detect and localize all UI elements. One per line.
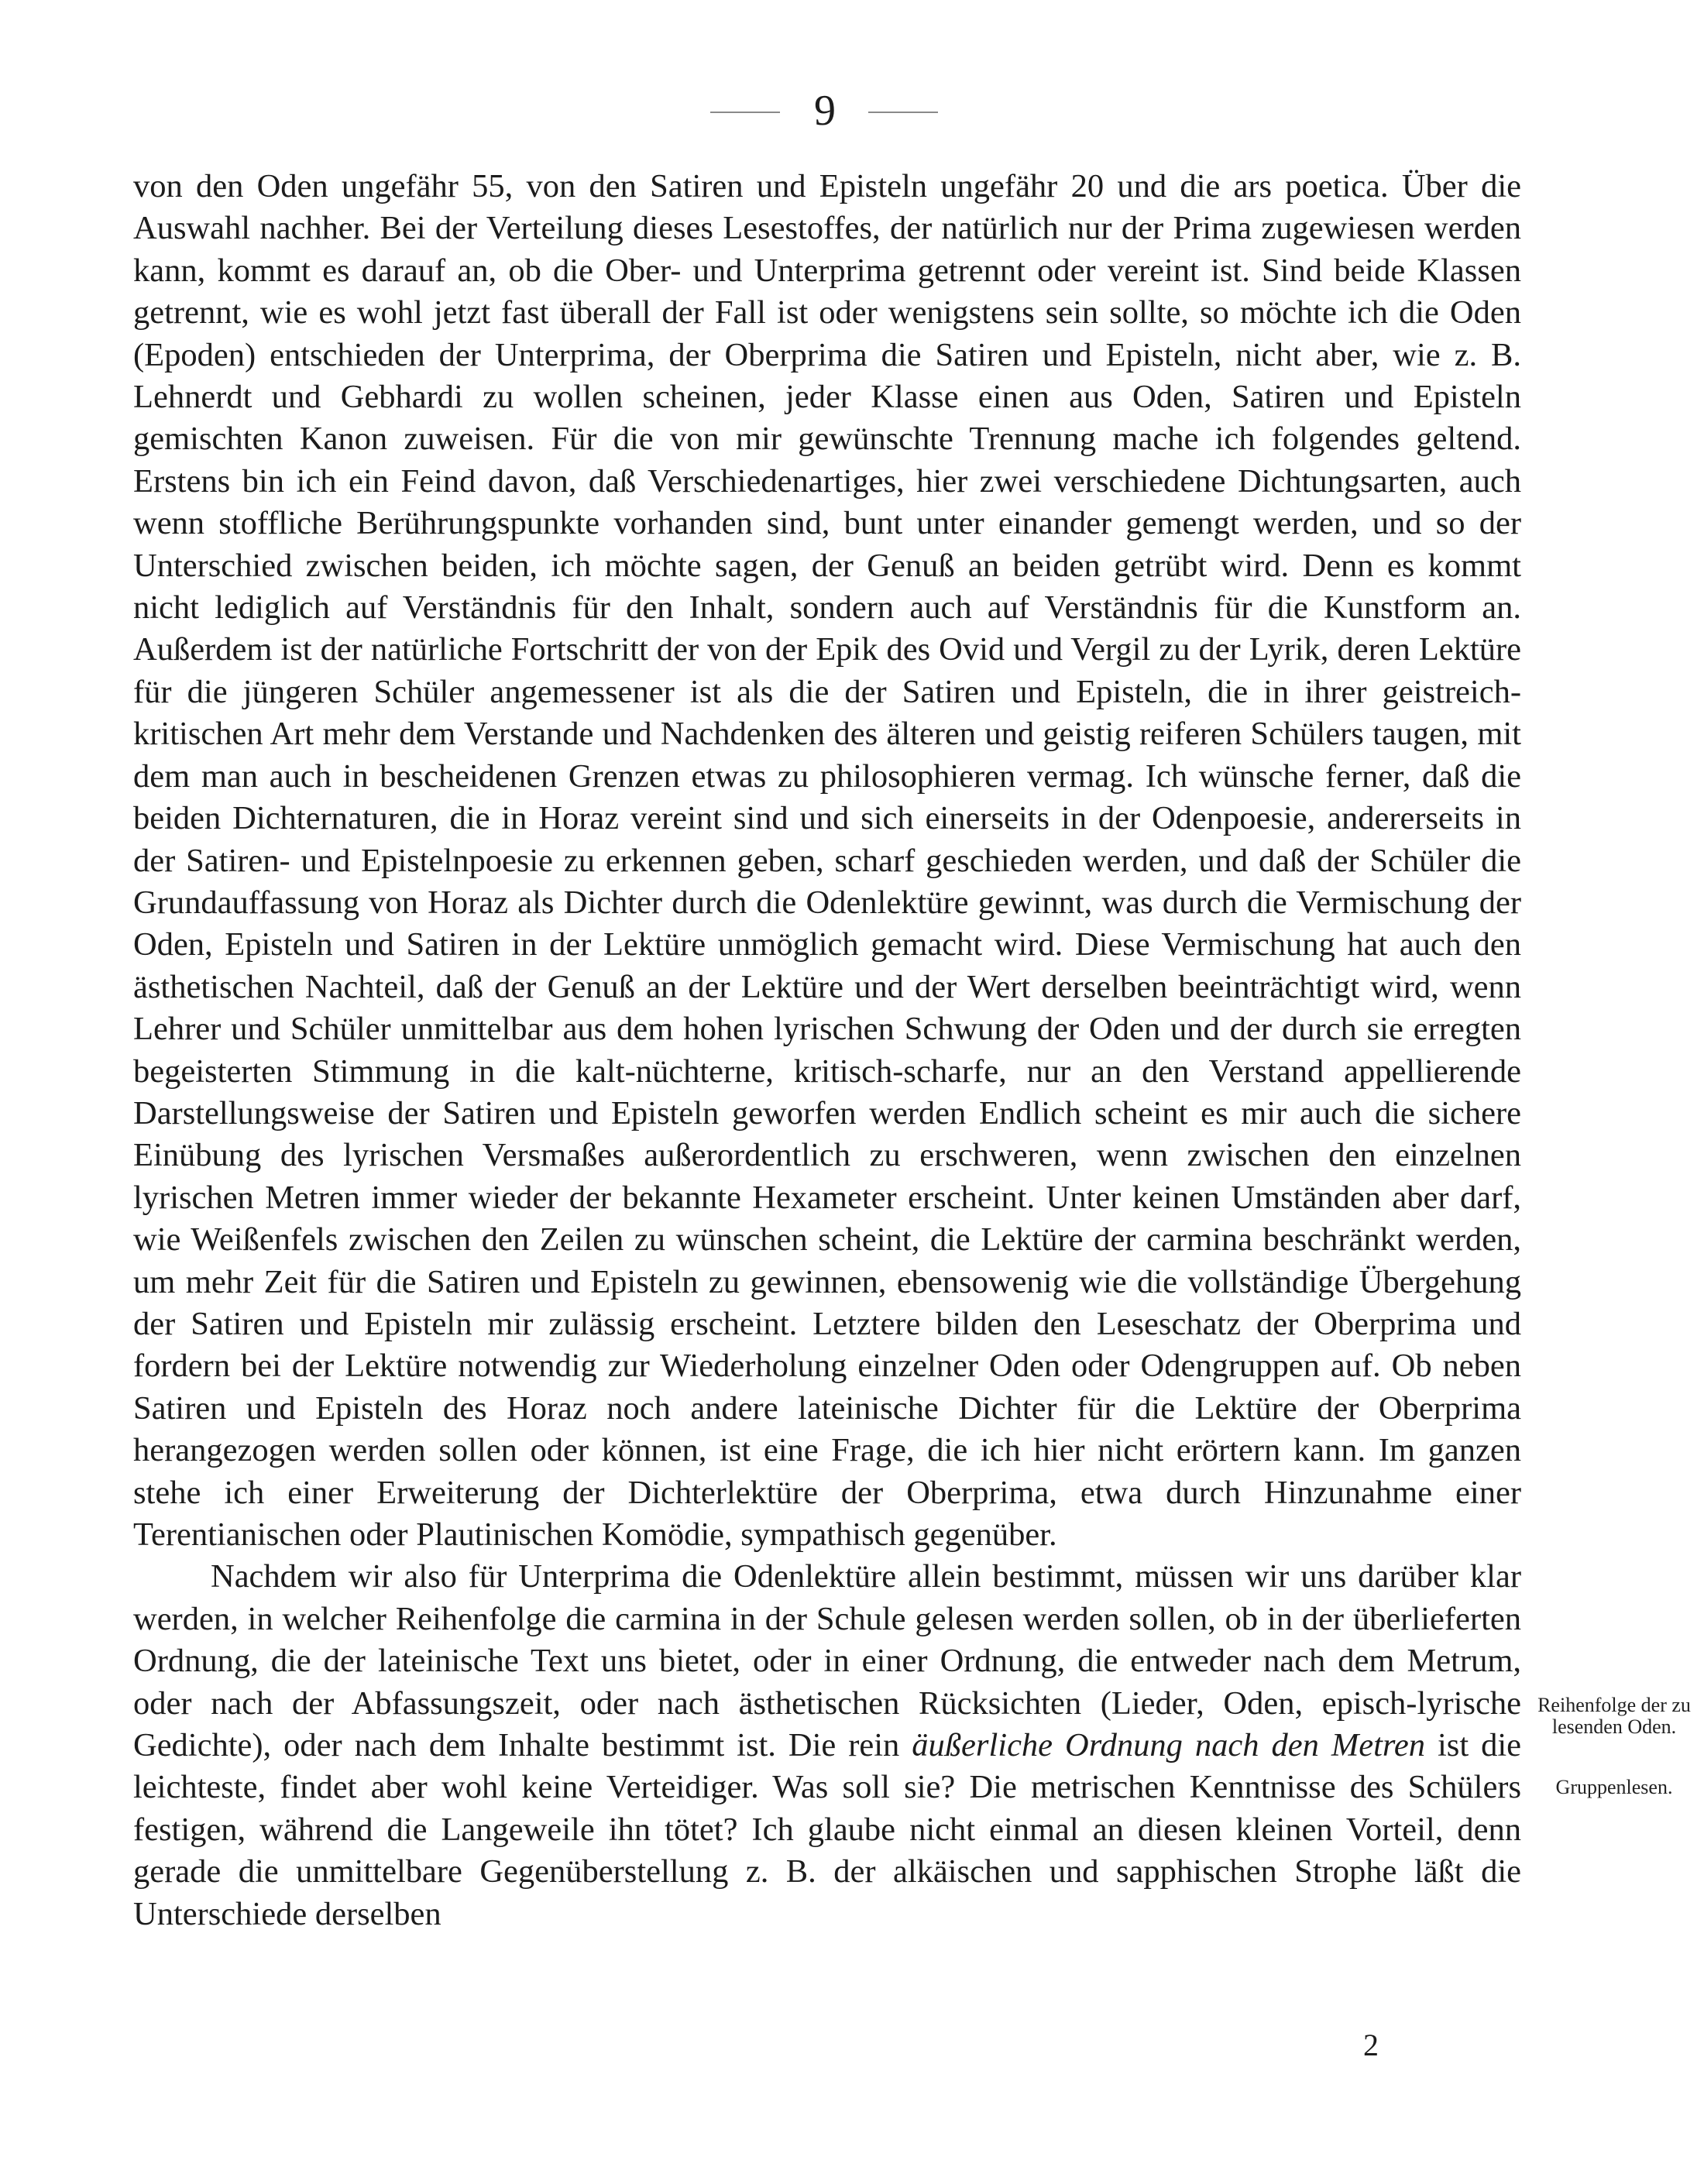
page-number: 9 (814, 87, 836, 135)
paragraph-2-end: ist die leichteste, findet aber wohl keine Verteidiger. Was soll sie? Die metrischen Kenntnisse des Schülers festigen, während die Langeweile ihn tötet? Ich glaube nicht einmal an diesen kleinen Vorteil, denn gerade die unmittelbare Gegenüberstellung z. B. der alkäischen und sapphischen Strophe läßt die Unterschiede derselben (133, 1727, 1522, 1932)
main-text-column (133, 166, 1521, 1935)
signature-mark: 2 (1363, 2028, 1379, 2062)
page-header (0, 84, 1704, 138)
paragraph-1: von den Oden ungefähr 55, von den Satiren und Episteln ungefähr 20 und die ars poetica. Über die Auswahl nachher. Bei der Verteilung dieses Lesestoffes, der natürlich nur der Prima zugewiesen werden kann, kommt es darauf an, ob die Ober- und Unterprima getrennt oder vereint ist. Sind beide Klassen getrennt, wie es wohl jetzt fast überall der Fall ist oder wenigstens sein sollte, so möchte ich die Oden (Epoden) entschieden der Unterprima, der Oberprima die Satiren und Episteln, nicht aber, wie z. B. Lehnerdt und Gebhardi zu wollen scheinen, jeder Klasse einen aus Oden, Satiren und Episteln gemischten Kanon zuweisen. Für die von mir gewünschte Trennung mache ich folgendes geltend. Erstens bin ich ein Feind davon, daß Verschiedenartiges, hier zwei verschiedene Dichtungsarten, auch wenn stoffliche Berührungspunkte vorhanden sind, bunt unter einander gemengt werden, und so der Unterschied zwischen beiden, ich möchte sagen, der Genuß an beiden getrübt wird. Denn es kommt nicht lediglich auf Verständnis für den Inhalt, sondern auch auf Verständnis für die Kunstform an. Außerdem ist der natürliche Fortschritt der von der Epik des Ovid und Vergil zu der Lyrik, deren Lektüre für die jüngeren Schüler angemessener ist als die der Satiren und Episteln, die in ihrer geistreich-kritischen Art mehr dem Verstande und Nachdenken des älteren und geistig reiferen Schülers taugen, mit dem man auch in bescheidenen Grenzen etwas zu philosophieren vermag. Ich wünsche ferner, daß die beiden Dichternaturen, die in Horaz vereint sind und sich einerseits in der Odenpoesie, andererseits in der Satiren- und Epistelnpoesie zu erkennen geben, scharf geschieden werden, und daß der Schüler die Grundauffassung von Horaz als Dichter durch die Odenlektüre gewinnt, was durch die Vermischung der Oden, Episteln und Satiren in der Lektüre unmöglich gemacht wird. Diese Vermischung hat auch den ästhetischen Nachteil, daß der Genuß an der Lektüre und der Wert derselben beeinträchtigt wird, wenn Lehrer und Schüler unmittelbar aus dem hohen lyrischen Schwung der Oden und der durch sie erregten begeisterten Stimmung in die kalt-nüchterne, kritisch-scharfe, nur an den Verstand appellierende Darstellungsweise der Satiren und Episteln geworfen werden Endlich scheint es mir auch die sichere Einübung des lyrischen Versmaßes außerordentlich zu erschweren, wenn zwischen den einzelnen lyrischen Metren immer wieder der bekannte Hexameter erscheint. Unter keinen Umständen aber darf, wie Weißenfels zwischen den Zeilen zu wünschen scheint, die Lektüre der carmina beschränkt werden, um mehr Zeit für die Satiren und Episteln zu gewinnen, ebensowenig wie die vollständige Übergehung der Satiren und Episteln mir zulässig erscheint. Letztere bilden den Leseschatz der Oberprima und fordern bei der Lektüre notwendig zur Wiederholung einzelner Oden oder Odengruppen auf. Ob neben Satiren und Episteln des Horaz noch andere lateinische Dichter für die Lektüre der Oberprima herangezogen werden sollen oder können, ist eine Frage, die ich hier nicht erörtern kann. Im ganzen stehe ich einer Erweiterung der Dichterlektüre der Oberprima, etwa durch Hinzunahme einer Terentianischen oder Plautinischen Komödie, sympathisch gegenüber. (133, 168, 1521, 1553)
header-rule-right (868, 112, 938, 113)
header-rule-left (710, 112, 780, 113)
margin-note-reading-order: Reihenfolge der zu lesenden Oden. (1537, 1694, 1691, 1738)
paragraph-2 (133, 1556, 1521, 1935)
margin-note-group-reading: Gruppenlesen. (1555, 1776, 1673, 1798)
paragraph-2-start: Nachdem wir also für Unterprima die Odenlektüre allein bestimmt, müssen wir uns darüber klar werden, in welcher Reihenfolge die carmina in der Schule gelesen werden sollen, ob in der überlieferten Ordnung, die der lateinische Text uns bietet, oder in einer Ordnung, die entweder nach dem Metrum, oder nach der Abfassungszeit, oder nach ästhetischen Rücksichten (Lieder, Oden, episch-lyrische Gedichte), oder nach dem Inhalte bestimmt ist. Die rein (133, 1558, 1521, 1764)
paragraph-2-italic-phrase: äußerliche Ordnung nach den Metren (912, 1727, 1425, 1764)
